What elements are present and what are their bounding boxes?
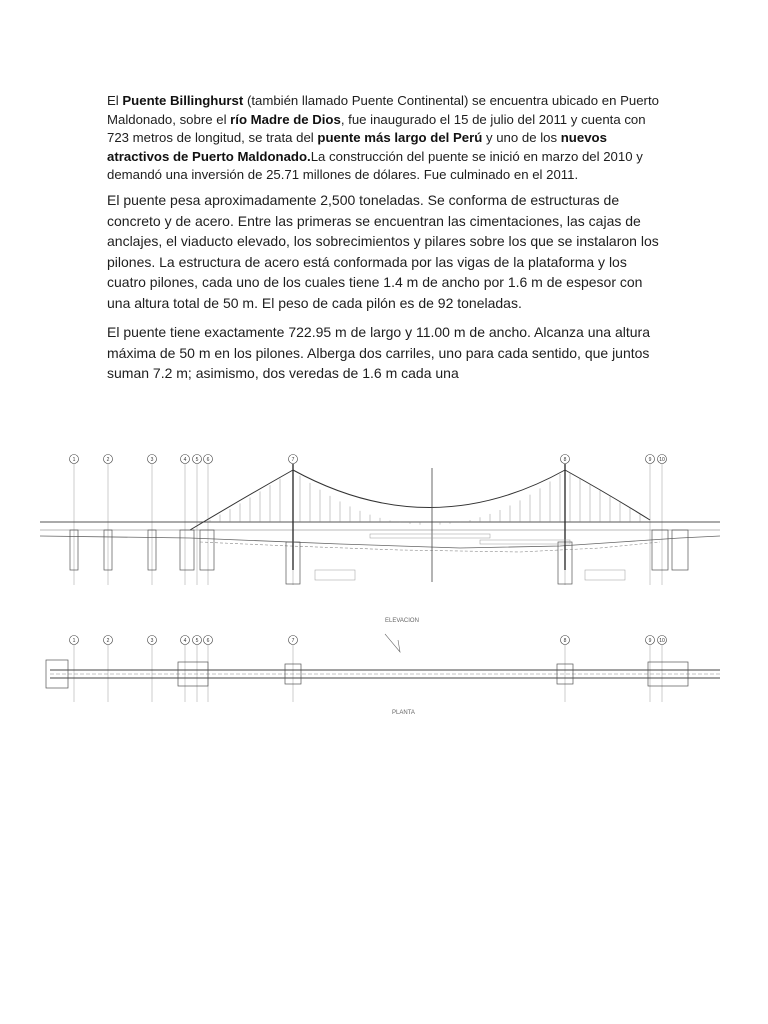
- axis-label: 6: [206, 457, 210, 463]
- axis-label: 10: [659, 638, 665, 644]
- text-run: La construcción del puente se inició en marzo del 2010 y demandó una inversión de 25.71 millones de dólares. Fue culminado en el 2011.: [107, 148, 643, 182]
- plan-title: PLANTA: [392, 710, 415, 716]
- text-run: El: [107, 93, 123, 108]
- axis-label: 5: [195, 638, 199, 644]
- main-cable: [190, 470, 650, 530]
- axis-label: 1: [72, 638, 76, 644]
- intro-paragraph: [107, 92, 663, 185]
- attractions-highlight: nuevos atractivos de Puerto Maldonado.: [107, 130, 607, 164]
- axis-label: 8: [563, 638, 567, 644]
- axis-label: 3: [150, 638, 154, 644]
- direction-arrow: [385, 634, 400, 652]
- axis-label: 7: [291, 638, 295, 644]
- axis-label: 10: [659, 457, 665, 463]
- longest-bridge-highlight: puente más largo del Perú: [317, 130, 483, 145]
- axis-markers: [70, 636, 667, 703]
- axis-label: 4: [183, 638, 187, 644]
- axis-label: 2: [106, 457, 110, 463]
- annotation-boxes: [315, 534, 625, 580]
- structure-paragraph: El puente pesa aproximadamente 2,500 toneladas. Se conforma de estructuras de concreto y de acero. Entre las primeras se encuentran las cimentaciones, las cajas de anclajes, el viaducto elevado, los sobrecimientos y pilares sobre los que se instalaron los pilones. La estructura de acero está conformada por las vigas de la plataforma y los cuatro pilones, cada uno de los cuales tiene 1.4 m de ancho por 1.6 m de espesor con una altura total de 50 m. El peso de cada pilón es de 92 toneladas.: [107, 192, 659, 311]
- elevation-svg: [40, 450, 720, 590]
- plan-svg: [40, 612, 720, 718]
- river-name: río Madre de Dios: [230, 111, 341, 127]
- text-run: , fue inaugurado el 15 de julio del 2011 y cuenta con 723 metros de longitud, se trata del: [107, 111, 646, 145]
- elevation-title: ELEVACION: [385, 618, 419, 624]
- axis-label: 8: [563, 457, 567, 463]
- bridge-name: Puente Billinghurst: [122, 93, 244, 108]
- axis-label: 2: [106, 638, 110, 644]
- text-run: (también llamado Puente Continental) se encuentra ubicado en Puerto Maldonado, sobre el: [107, 93, 659, 127]
- axis-label: 9: [648, 457, 652, 463]
- axis-label: 9: [648, 638, 652, 644]
- axis-label: 1: [72, 457, 76, 463]
- bridge-plan-drawing: [40, 612, 720, 718]
- dimensions-paragraph: El puente tiene exactamente 722.95 m de largo y 11.00 m de ancho. Alcanza una altura máxima de 50 m en los pilones. Alberga dos carriles, uno para cada sentido, que juntos suman 7.2 m; asimismo, dos veredas de 1.6 m cada una: [107, 324, 650, 381]
- axis-label: 7: [291, 457, 295, 463]
- hangers: [200, 473, 640, 525]
- axis-label: 5: [195, 457, 199, 463]
- text-run: y uno de los: [482, 130, 561, 145]
- axis-label: 4: [183, 457, 187, 463]
- axis-label: 6: [206, 638, 210, 644]
- axis-markers: [70, 455, 667, 586]
- bridge-elevation-drawing: [40, 450, 720, 590]
- axis-label: 3: [150, 457, 154, 463]
